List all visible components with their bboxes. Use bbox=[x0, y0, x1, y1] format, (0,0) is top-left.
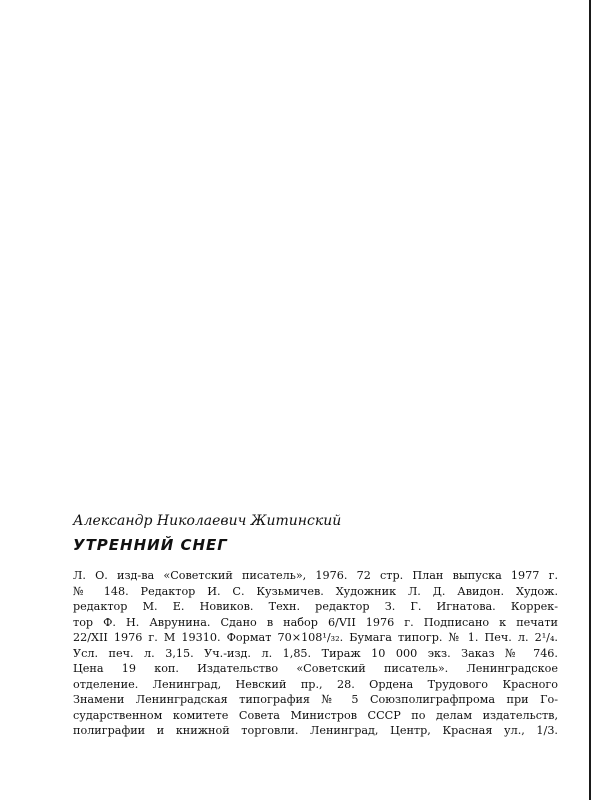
author-name: Александр Николаевич Житинский bbox=[73, 513, 342, 529]
details-line: Знамени Ленинградская типография № 5 Союзполиграфпрома при Го- bbox=[73, 693, 558, 706]
details-line: № 148. Редактор И. С. Кузьмичев. Художник Л. Д. Авидон. Худож. bbox=[73, 584, 558, 598]
details-line: Усл. печ. л. 3,15. Уч.-изд. л. 1,85. Тираж 10 000 экз. Заказ № 746. bbox=[73, 646, 558, 660]
details-line: полиграфии и книжной торговли. Ленинград, Центр, Красная ул., 1/3. bbox=[73, 724, 558, 737]
details-line: сударственном комитете Совета Министров СССР по делам издательств, bbox=[73, 708, 558, 722]
publication-details bbox=[73, 568, 558, 739]
details-line: Л. О. изд-ва «Советский писатель», 1976. 72 стр. План выпуска 1977 г. bbox=[73, 569, 558, 582]
colophon bbox=[73, 513, 558, 739]
details-line: тор Ф. Н. Аврунина. Сдано в набор 6/VII 1976 г. Подписано к печати bbox=[73, 615, 558, 629]
details-line: Цена 19 коп. Издательство «Советский писатель». Ленинградское bbox=[73, 662, 558, 675]
details-line: редактор М. Е. Новиков. Техн. редактор З. Г. Игнатова. Коррек- bbox=[73, 600, 558, 613]
details-line: 22/XII 1976 г. М 19310. Формат 70×108¹/₃₂. Бумага типогр. № 1. Печ. л. 2¹/₄. bbox=[73, 631, 558, 644]
details-line: отделение. Ленинград, Невский пр., 28. Ордена Трудового Красного bbox=[73, 677, 558, 691]
book-title: УТРЕННИЙ СНЕГ bbox=[73, 536, 228, 554]
